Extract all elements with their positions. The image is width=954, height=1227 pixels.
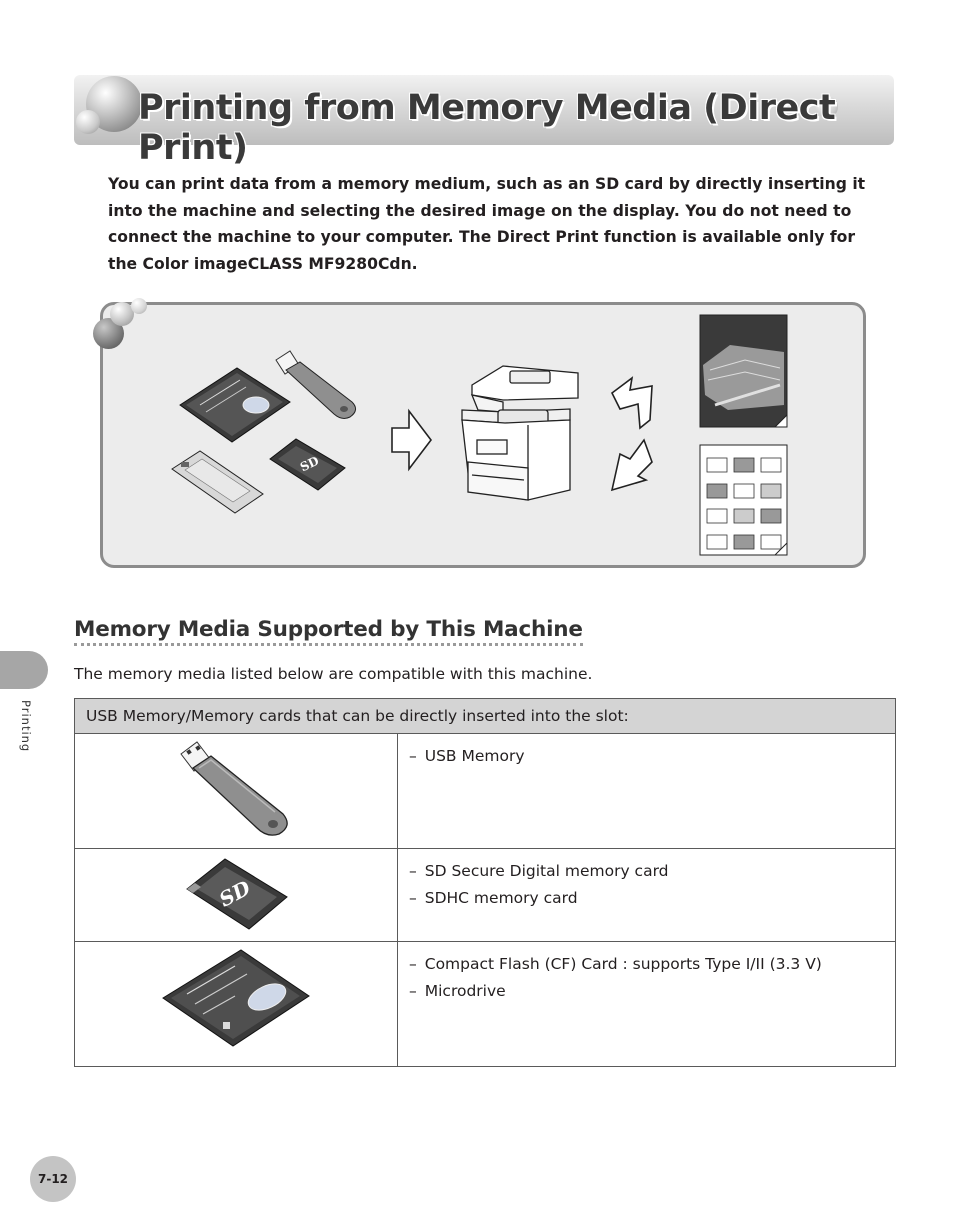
- intro-paragraph: You can print data from a memory medium, such as an SD card by directly inserting it into the machine and selecting the desired image on the display. You do not need to connect the machine to your computer. The Direct Print function is available only for the Color imageCLASS MF9280Cdn.: [108, 175, 866, 273]
- media-description-cell: [398, 849, 896, 942]
- sd-card-icon: [75, 849, 397, 937]
- supported-media-table: [74, 698, 896, 1067]
- photo-print-icon: [700, 315, 787, 427]
- table-row: [75, 942, 896, 1067]
- table-row: [75, 734, 896, 849]
- compact-flash-card-icon: [180, 368, 290, 442]
- sd-card-icon: [270, 439, 345, 490]
- media-item: – SDHC memory card: [409, 885, 895, 912]
- section-intro: The memory media listed below are compatible with this machine.: [74, 665, 593, 683]
- chapter-tab: [0, 651, 48, 689]
- media-image-cell: [75, 942, 398, 1067]
- multifunction-printer-icon: [462, 366, 578, 500]
- usb-memory-icon: [276, 351, 356, 418]
- index-print-icon: [700, 445, 787, 555]
- media-description-cell: [398, 734, 896, 849]
- compact-flash-card-icon: [75, 942, 397, 1062]
- media-image-cell: [75, 734, 398, 849]
- table-header-row: [75, 699, 896, 734]
- chapter-label: Printing: [19, 700, 33, 753]
- table-row: [75, 849, 896, 942]
- page-number: 7-12: [30, 1156, 76, 1202]
- usb-memory-icon: [75, 734, 397, 844]
- media-description-cell: [398, 942, 896, 1067]
- memory-stick-icon: [172, 451, 263, 513]
- page-title: Printing from Memory Media (Direct Print): [138, 88, 836, 168]
- media-item: – SD Secure Digital memory card: [409, 858, 895, 885]
- media-item: – USB Memory: [409, 743, 895, 770]
- svg-text:SD: SD: [297, 453, 322, 475]
- media-image-cell: [75, 849, 398, 942]
- table-header: USB Memory/Memory cards that can be directly inserted into the slot:: [75, 699, 896, 734]
- illustration-graphics: [0, 0, 954, 600]
- media-item: – Microdrive: [409, 978, 895, 1005]
- media-item: – Compact Flash (CF) Card : supports Type I/II (3.3 V): [409, 951, 895, 978]
- right-arrow-icon: [392, 411, 431, 469]
- output-arrow-icon: [612, 378, 652, 490]
- svg-text:SD: SD: [215, 875, 255, 912]
- section-heading: Memory Media Supported by This Machine: [74, 617, 583, 646]
